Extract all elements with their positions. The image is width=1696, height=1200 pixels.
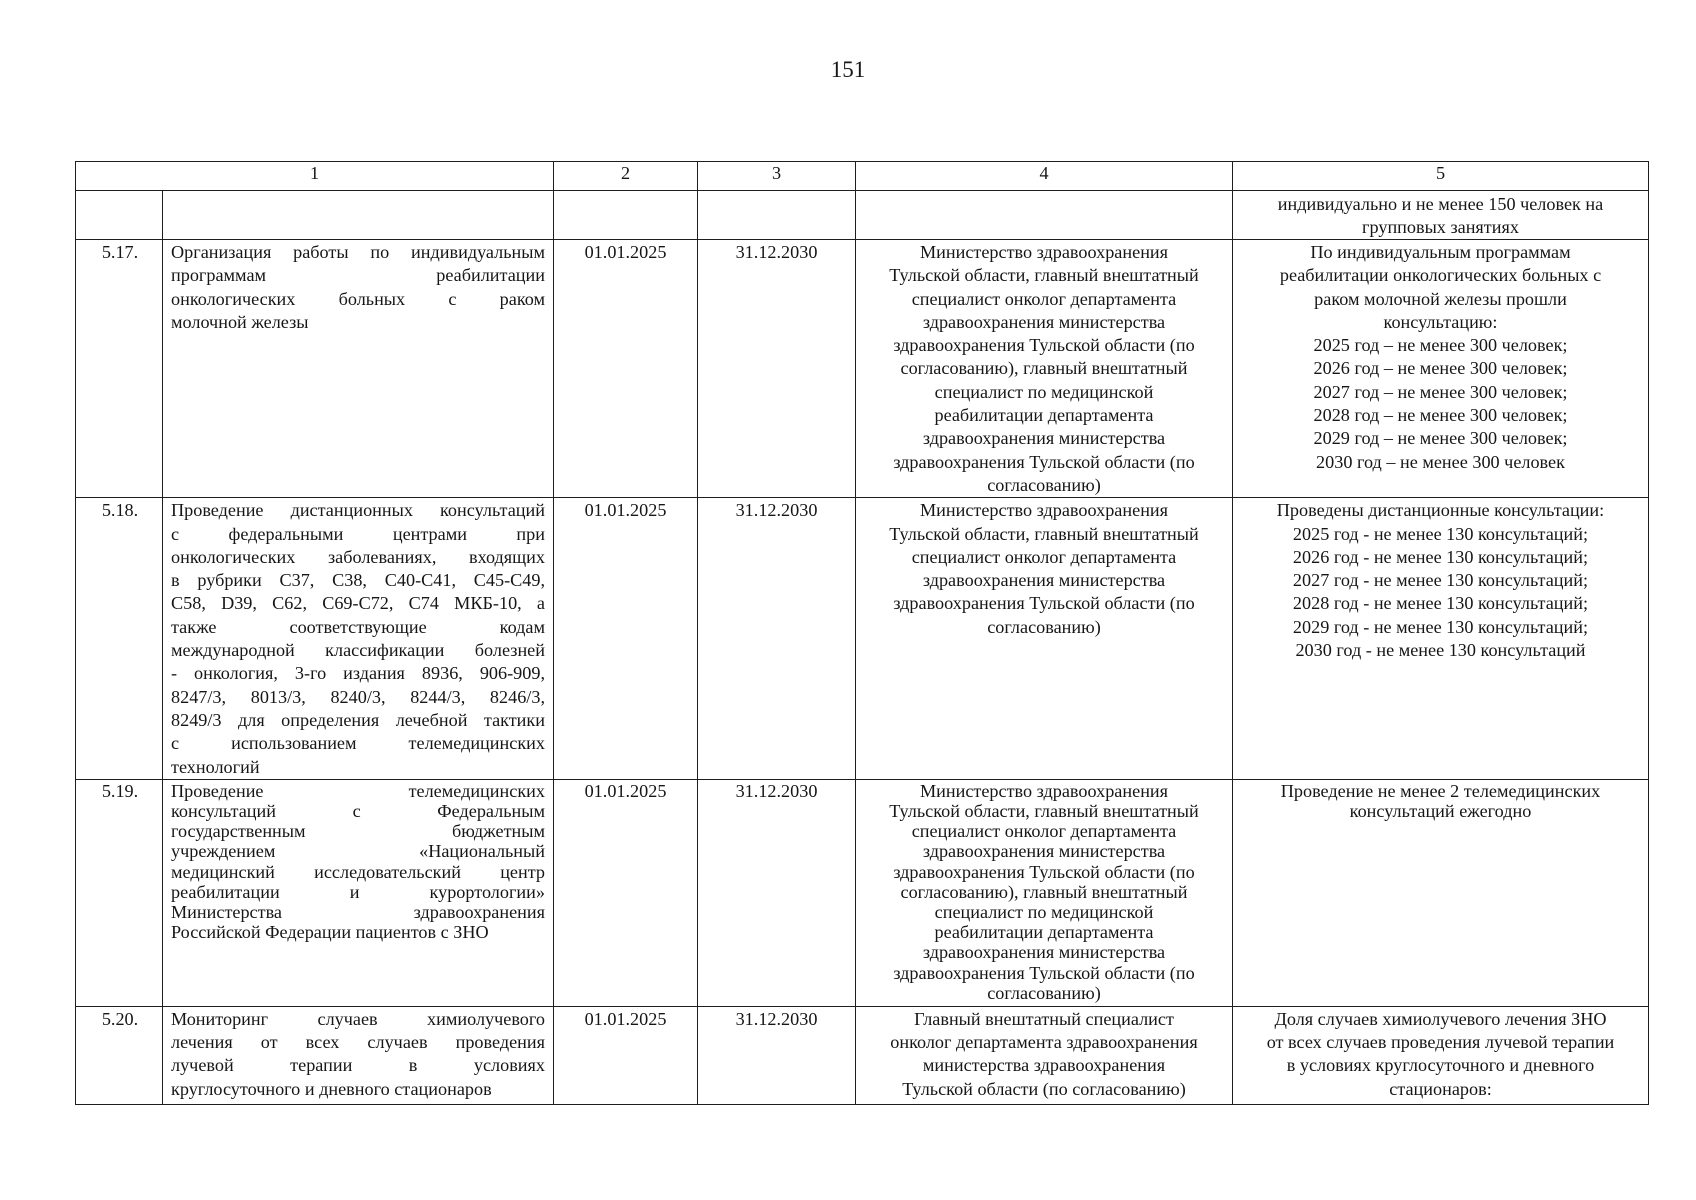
start-date: 01.01.2025: [584, 242, 667, 262]
text-line: онколог департамента здравоохранения: [890, 1032, 1198, 1053]
cell-end: [698, 498, 856, 780]
text-line: 8247/3, 8013/3, 8240/3, 8244/3, 8246/3,: [171, 686, 545, 707]
cell-num: [76, 191, 163, 240]
text-line: Проведение телемедицинских: [171, 780, 545, 801]
responsible-text: [856, 780, 1232, 1003]
responsible-text: [856, 498, 1232, 639]
text-line: с федеральными центрами при: [171, 523, 545, 544]
text-line: групповых занятиях: [1362, 217, 1519, 237]
text-line: 2025 год – не менее 300 человек;: [1313, 335, 1568, 356]
text-line: реабилитации департамента: [934, 922, 1154, 943]
text-line: онкологических больных с раком: [171, 288, 545, 309]
result-text: [1233, 1007, 1648, 1101]
end-date: 31.12.2030: [735, 780, 818, 801]
text-line: технологий: [171, 756, 260, 777]
text-line: здравоохранения Тульской области (по: [893, 451, 1195, 472]
text-line: медицинский исследовательский центр: [171, 861, 545, 882]
row-number: 5.19.: [101, 780, 139, 801]
text-line: программам реабилитации: [171, 265, 545, 286]
text-line: также соответствующие кодам: [171, 616, 545, 637]
text-line: стационаров:: [1389, 1078, 1492, 1099]
text-line: здравоохранения Тульской области (по: [893, 335, 1195, 356]
text-line: 2030 год - не менее 130 консультаций: [1295, 640, 1586, 661]
text-line: индивидуально и не менее 150 человек на: [1277, 194, 1604, 214]
text-line: 2029 год - не менее 130 консультаций;: [1292, 616, 1589, 637]
row-title: [163, 498, 553, 779]
text-line: Доля случаев химиолучевого лечения ЗНО: [1274, 1008, 1607, 1029]
text-line: Организация работы по индивидуальным: [171, 242, 545, 262]
text-line: C58, D39, C62, C69-C72, C74 МКБ-10, а: [171, 593, 545, 614]
text-line: круглосуточного и дневного стационаров: [171, 1078, 492, 1099]
text-line: консультацию:: [1383, 311, 1498, 332]
header-col-4: 4: [856, 162, 1233, 191]
responsible-text: [856, 240, 1232, 497]
text-line: молочной железы: [171, 311, 309, 332]
text-line: в рубрики C37, C38, C40-C41, C45-C49,: [171, 570, 545, 591]
text-line: здравоохранения министерства: [922, 841, 1166, 862]
text-line: согласованию), главный внештатный: [900, 881, 1188, 902]
text-line: Проведены дистанционные консультации:: [1276, 500, 1605, 521]
text-line: Министерство здравоохранения: [919, 500, 1169, 521]
cell-responsible: [856, 1006, 1233, 1104]
text-line: консультаций ежегодно: [1349, 801, 1532, 822]
text-line: согласованию): [987, 616, 1101, 637]
text-line: здравоохранения Тульской области (по: [893, 962, 1195, 983]
text-line: 2025 год - не менее 130 консультаций;: [1292, 523, 1589, 544]
cell-result: [1233, 779, 1649, 1006]
cell-result: [1233, 1006, 1649, 1104]
text-line: Тульской области (по согласованию): [902, 1078, 1186, 1099]
text-line: специалист по медицинской: [934, 381, 1154, 402]
cell-responsible: [856, 779, 1233, 1006]
table-header-row: [76, 162, 1649, 191]
row-number: 5.18.: [101, 500, 139, 521]
text-line: 2027 год – не менее 300 человек;: [1313, 381, 1568, 402]
text-line: учреждением «Национальный: [171, 841, 545, 862]
row-number: 5.17.: [101, 242, 139, 262]
text-line: Министерства здравоохранения: [171, 902, 545, 923]
cell-start: [554, 1006, 698, 1104]
text-line: лечения от всех случаев проведения: [171, 1032, 545, 1053]
text-line: онкологических заболеваниях, входящих: [171, 546, 545, 567]
text-line: государственным бюджетным: [171, 821, 545, 842]
text-line: Главный внештатный специалист: [914, 1008, 1174, 1029]
row-title: [163, 1007, 553, 1101]
end-date: 31.12.2030: [735, 500, 818, 521]
cell-num: [76, 498, 163, 780]
text-line: 2028 год - не менее 130 консультаций;: [1292, 593, 1589, 614]
cell-title: [163, 1006, 554, 1104]
text-line: 2026 год - не менее 130 консультаций;: [1292, 546, 1589, 567]
text-line: Министерство здравоохранения: [919, 780, 1169, 801]
cell-end: [698, 1006, 856, 1104]
result-text: [1233, 780, 1648, 821]
text-line: специалист онколог департамента: [911, 821, 1177, 842]
cell-responsible: [856, 498, 1233, 780]
cell-end: [698, 240, 856, 498]
text-line: По индивидуальным программам: [1310, 242, 1571, 262]
text-line: реабилитации департамента: [934, 405, 1154, 426]
text-line: здравоохранения министерства: [922, 428, 1166, 449]
cell-start: [554, 240, 698, 498]
continuation-row: [76, 191, 1649, 240]
cell-result: [1233, 498, 1649, 780]
text-line: Проведение не менее 2 телемедицинских: [1280, 780, 1601, 801]
text-line: здравоохранения Тульской области (по: [893, 861, 1195, 882]
cell-end: [698, 779, 856, 1006]
cell-responsible: [856, 191, 1233, 240]
text-line: 2030 год – не менее 300 человек: [1316, 451, 1565, 472]
cell-title: [163, 498, 554, 780]
cell-end: [698, 191, 856, 240]
result-text: [1233, 240, 1648, 474]
cell-result: [1233, 191, 1649, 240]
text-line: здравоохранения министерства: [922, 311, 1166, 332]
cell-result: [1233, 240, 1649, 498]
result-text: [1233, 498, 1648, 662]
text-line: 2028 год – не менее 300 человек;: [1313, 405, 1568, 426]
text-line: 2026 год – не менее 300 человек;: [1313, 358, 1568, 379]
header-col-5: 5: [1233, 162, 1649, 191]
cell-num: [76, 240, 163, 498]
text-line: Министерство здравоохранения: [919, 242, 1169, 262]
cell-title: [163, 191, 554, 240]
text-line: международной классификации болезней: [171, 640, 545, 661]
cell-num: [76, 1006, 163, 1104]
text-line: - онкология, 3-го издания 8936, 906-909,: [171, 663, 545, 684]
start-date: 01.01.2025: [584, 780, 667, 801]
text-line: здравоохранения министерства: [922, 570, 1166, 591]
table-row: [76, 1006, 1649, 1104]
text-line: Российской Федерации пациентов с ЗНО: [171, 922, 489, 943]
cell-start: [554, 779, 698, 1006]
plan-table: [75, 161, 1649, 1105]
text-line: специалист по медицинской: [934, 902, 1154, 923]
text-line: министерства здравоохранения: [922, 1055, 1166, 1076]
start-date: 01.01.2025: [584, 500, 667, 521]
text-line: консультаций с Федеральным: [171, 801, 545, 822]
header-col-1: 1: [76, 162, 554, 191]
row-title: [163, 240, 553, 334]
text-line: реабилитации онкологических больных с: [1279, 265, 1602, 286]
text-line: 2029 год – не менее 300 человек;: [1313, 428, 1568, 449]
table-row: [76, 498, 1649, 780]
row-number: 5.20.: [101, 1008, 139, 1029]
text-line: раком молочной железы прошли: [1314, 288, 1567, 309]
text-line: Тульской области, главный внештатный: [889, 801, 1199, 822]
header-col-2: 2: [554, 162, 698, 191]
start-date: 01.01.2025: [584, 1008, 667, 1029]
text-line: Проведение дистанционных консультаций: [171, 500, 545, 521]
text-line: Мониторинг случаев химиолучевого: [171, 1008, 545, 1029]
text-line: Тульской области, главный внештатный: [889, 265, 1199, 286]
text-line: здравоохранения Тульской области (по: [893, 593, 1195, 614]
text-line: реабилитации и курортологии»: [171, 881, 545, 902]
table-row: [76, 240, 1649, 498]
text-line: 2027 год - не менее 130 консультаций;: [1292, 570, 1589, 591]
row-title: [163, 780, 553, 943]
end-date: 31.12.2030: [735, 1008, 818, 1029]
text-line: согласованию): [987, 474, 1101, 495]
cell-start: [554, 498, 698, 780]
cell-num: [76, 779, 163, 1006]
cell-start: [554, 191, 698, 240]
page-number: 151: [830, 57, 866, 82]
text-line: согласованию), главный внештатный: [900, 358, 1188, 379]
text-line: лучевой терапии в условиях: [171, 1055, 545, 1076]
table-row: [76, 779, 1649, 1006]
text-line: 8249/3 для определения лечебной тактики: [171, 709, 545, 730]
cell-title: [163, 240, 554, 498]
text-line: согласованию): [987, 982, 1101, 1003]
text-line: специалист онколог департамента: [911, 546, 1177, 567]
end-date: 31.12.2030: [735, 242, 818, 262]
cell-title: [163, 779, 554, 1006]
text-line: Тульской области, главный внештатный: [889, 523, 1199, 544]
cell-responsible: [856, 240, 1233, 498]
text-line: в условиях круглосуточного и дневного: [1286, 1055, 1595, 1076]
text-line: от всех случаев проведения лучевой терапии: [1266, 1032, 1615, 1053]
text-line: с использованием телемедицинских: [171, 733, 545, 754]
text-line: здравоохранения министерства: [922, 942, 1166, 963]
text-line: специалист онколог департамента: [911, 288, 1177, 309]
header-col-3: 3: [698, 162, 856, 191]
responsible-text: [856, 1007, 1232, 1101]
